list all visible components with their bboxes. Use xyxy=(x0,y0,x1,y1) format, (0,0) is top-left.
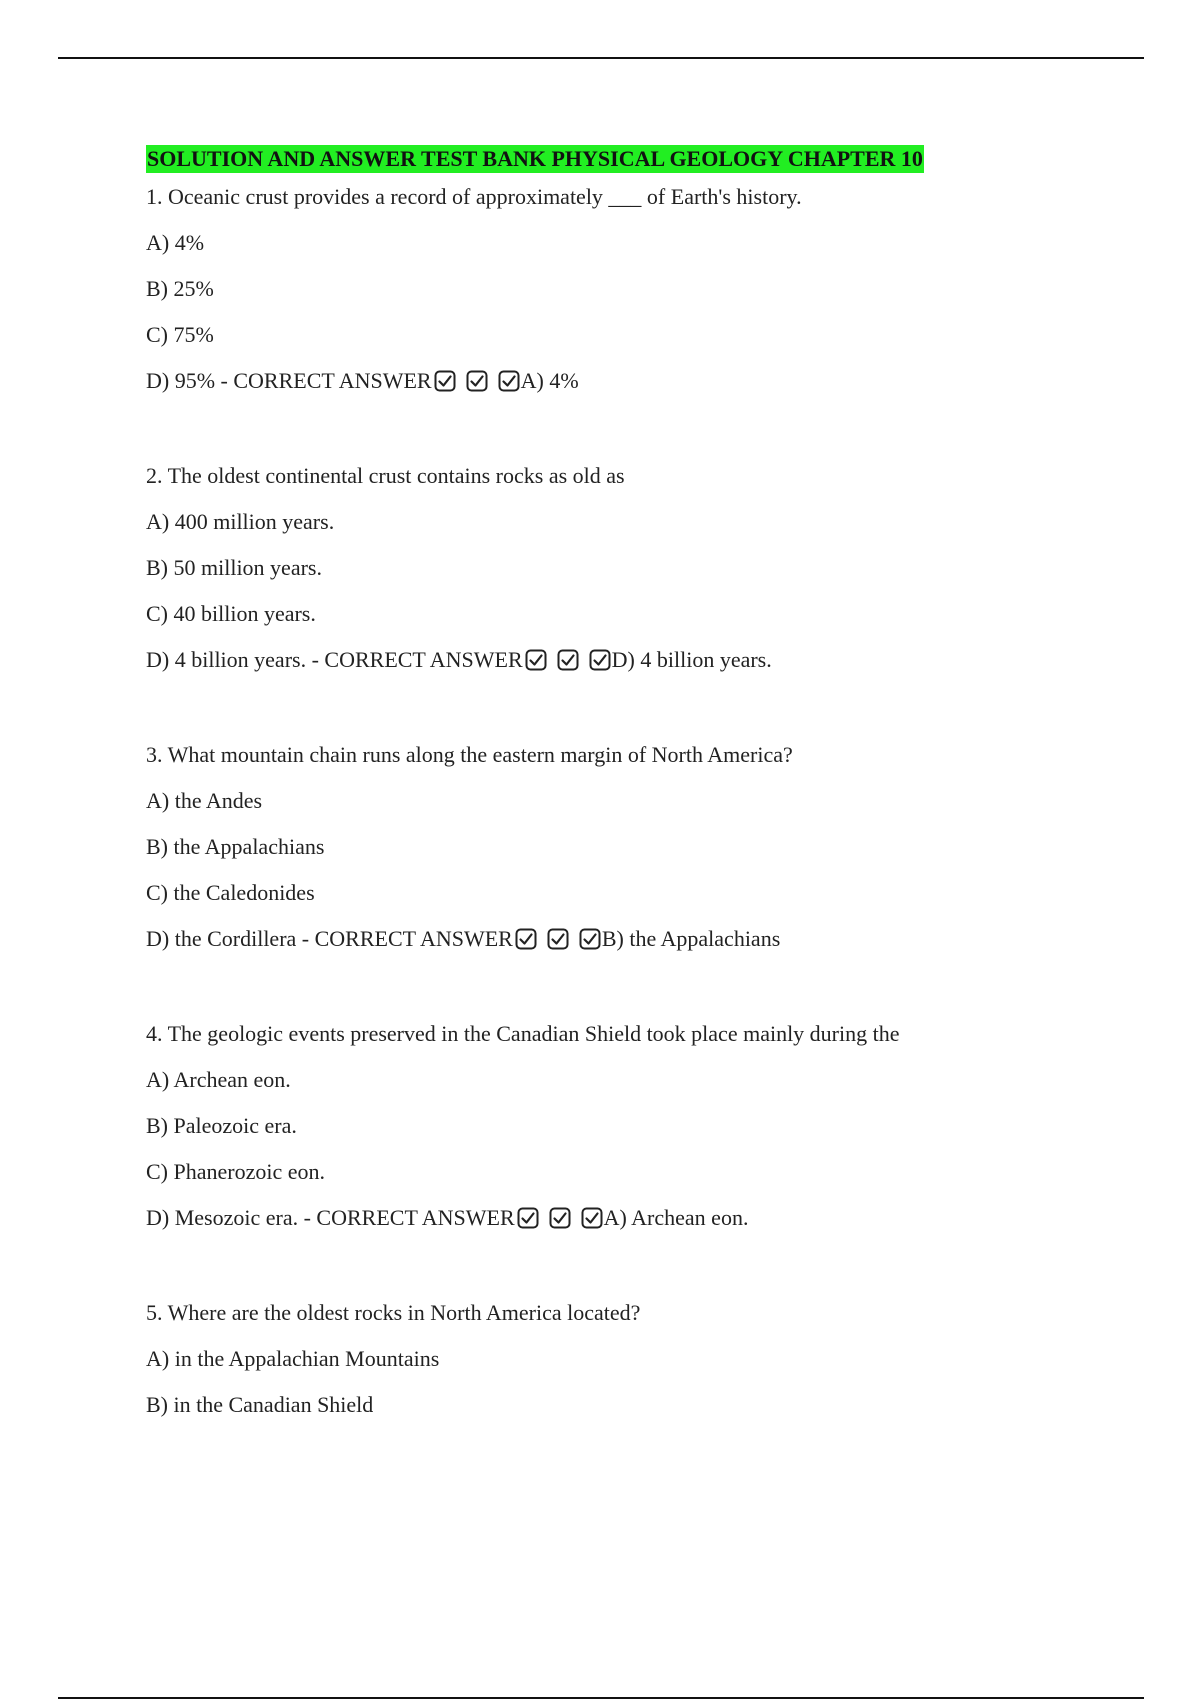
option-c: C) the Caledonides xyxy=(146,880,315,905)
checkbox-checked-icon xyxy=(525,649,547,671)
question-text: 2. The oldest continental crust contains rocks as old as xyxy=(146,463,625,488)
question-text: 5. Where are the oldest rocks in North America located? xyxy=(146,1300,641,1325)
option-a: A) Archean eon. xyxy=(146,1067,291,1092)
checkbox-checked-icon xyxy=(547,928,569,950)
option-c: C) Phanerozoic eon. xyxy=(146,1159,325,1184)
option-a: A) 4% xyxy=(146,230,205,255)
option-d: D) Mesozoic era. - CORRECT ANSWER xyxy=(146,1205,515,1230)
question-1 xyxy=(146,183,1106,395)
checkbox-checked-icon xyxy=(579,928,601,950)
checkbox-checked-icon xyxy=(549,1207,571,1229)
checkbox-checked-icon xyxy=(581,1207,603,1229)
check-marks xyxy=(513,926,602,951)
option-d: D) 4 billion years. - CORRECT ANSWER xyxy=(146,647,523,672)
option-c: C) 40 billion years. xyxy=(146,601,316,626)
question-text: 4. The geologic events preserved in the Canadian Shield took place mainly during the xyxy=(146,1021,900,1046)
option-b: B) in the Canadian Shield xyxy=(146,1392,374,1417)
question-text: 3. What mountain chain runs along the eastern margin of North America? xyxy=(146,742,793,767)
option-d-with-answer xyxy=(146,925,1106,953)
question-5 xyxy=(146,1299,1106,1419)
question-text: 1. Oceanic crust provides a record of approximately ___ of Earth's history. xyxy=(146,184,802,209)
question-4 xyxy=(146,1020,1106,1232)
check-marks xyxy=(523,647,612,672)
checkbox-checked-icon xyxy=(515,928,537,950)
option-b: B) 25% xyxy=(146,276,214,301)
option-a: A) in the Appalachian Mountains xyxy=(146,1346,440,1371)
check-marks xyxy=(515,1205,604,1230)
correct-answer: A) Archean eon. xyxy=(603,1205,749,1230)
checkbox-checked-icon xyxy=(434,370,456,392)
option-d-with-answer xyxy=(146,1204,1106,1232)
option-d-with-answer xyxy=(146,646,1106,674)
check-marks xyxy=(432,368,521,393)
option-d: D) 95% - CORRECT ANSWER xyxy=(146,368,432,393)
option-d-with-answer xyxy=(146,367,1106,395)
checkbox-checked-icon xyxy=(589,649,611,671)
bottom-rule xyxy=(58,1697,1144,1699)
correct-answer: B) the Appalachians xyxy=(601,926,781,951)
correct-answer: A) 4% xyxy=(520,368,579,393)
option-a: A) the Andes xyxy=(146,788,263,813)
option-a: A) 400 million years. xyxy=(146,509,335,534)
checkbox-checked-icon xyxy=(517,1207,539,1229)
checkbox-checked-icon xyxy=(498,370,520,392)
question-3 xyxy=(146,741,1106,953)
checkbox-checked-icon xyxy=(557,649,579,671)
option-c: C) 75% xyxy=(146,322,214,347)
top-rule xyxy=(58,57,1144,59)
option-b: B) the Appalachians xyxy=(146,834,325,859)
question-2 xyxy=(146,462,1106,674)
option-d: D) the Cordillera - CORRECT ANSWER xyxy=(146,926,513,951)
checkbox-checked-icon xyxy=(466,370,488,392)
option-b: B) Paleozoic era. xyxy=(146,1113,297,1138)
option-b: B) 50 million years. xyxy=(146,555,322,580)
page-content xyxy=(146,145,1106,1437)
correct-answer: D) 4 billion years. xyxy=(611,647,772,672)
page-title: SOLUTION AND ANSWER TEST BANK PHYSICAL GEOLOGY CHAPTER 10 xyxy=(147,146,923,171)
